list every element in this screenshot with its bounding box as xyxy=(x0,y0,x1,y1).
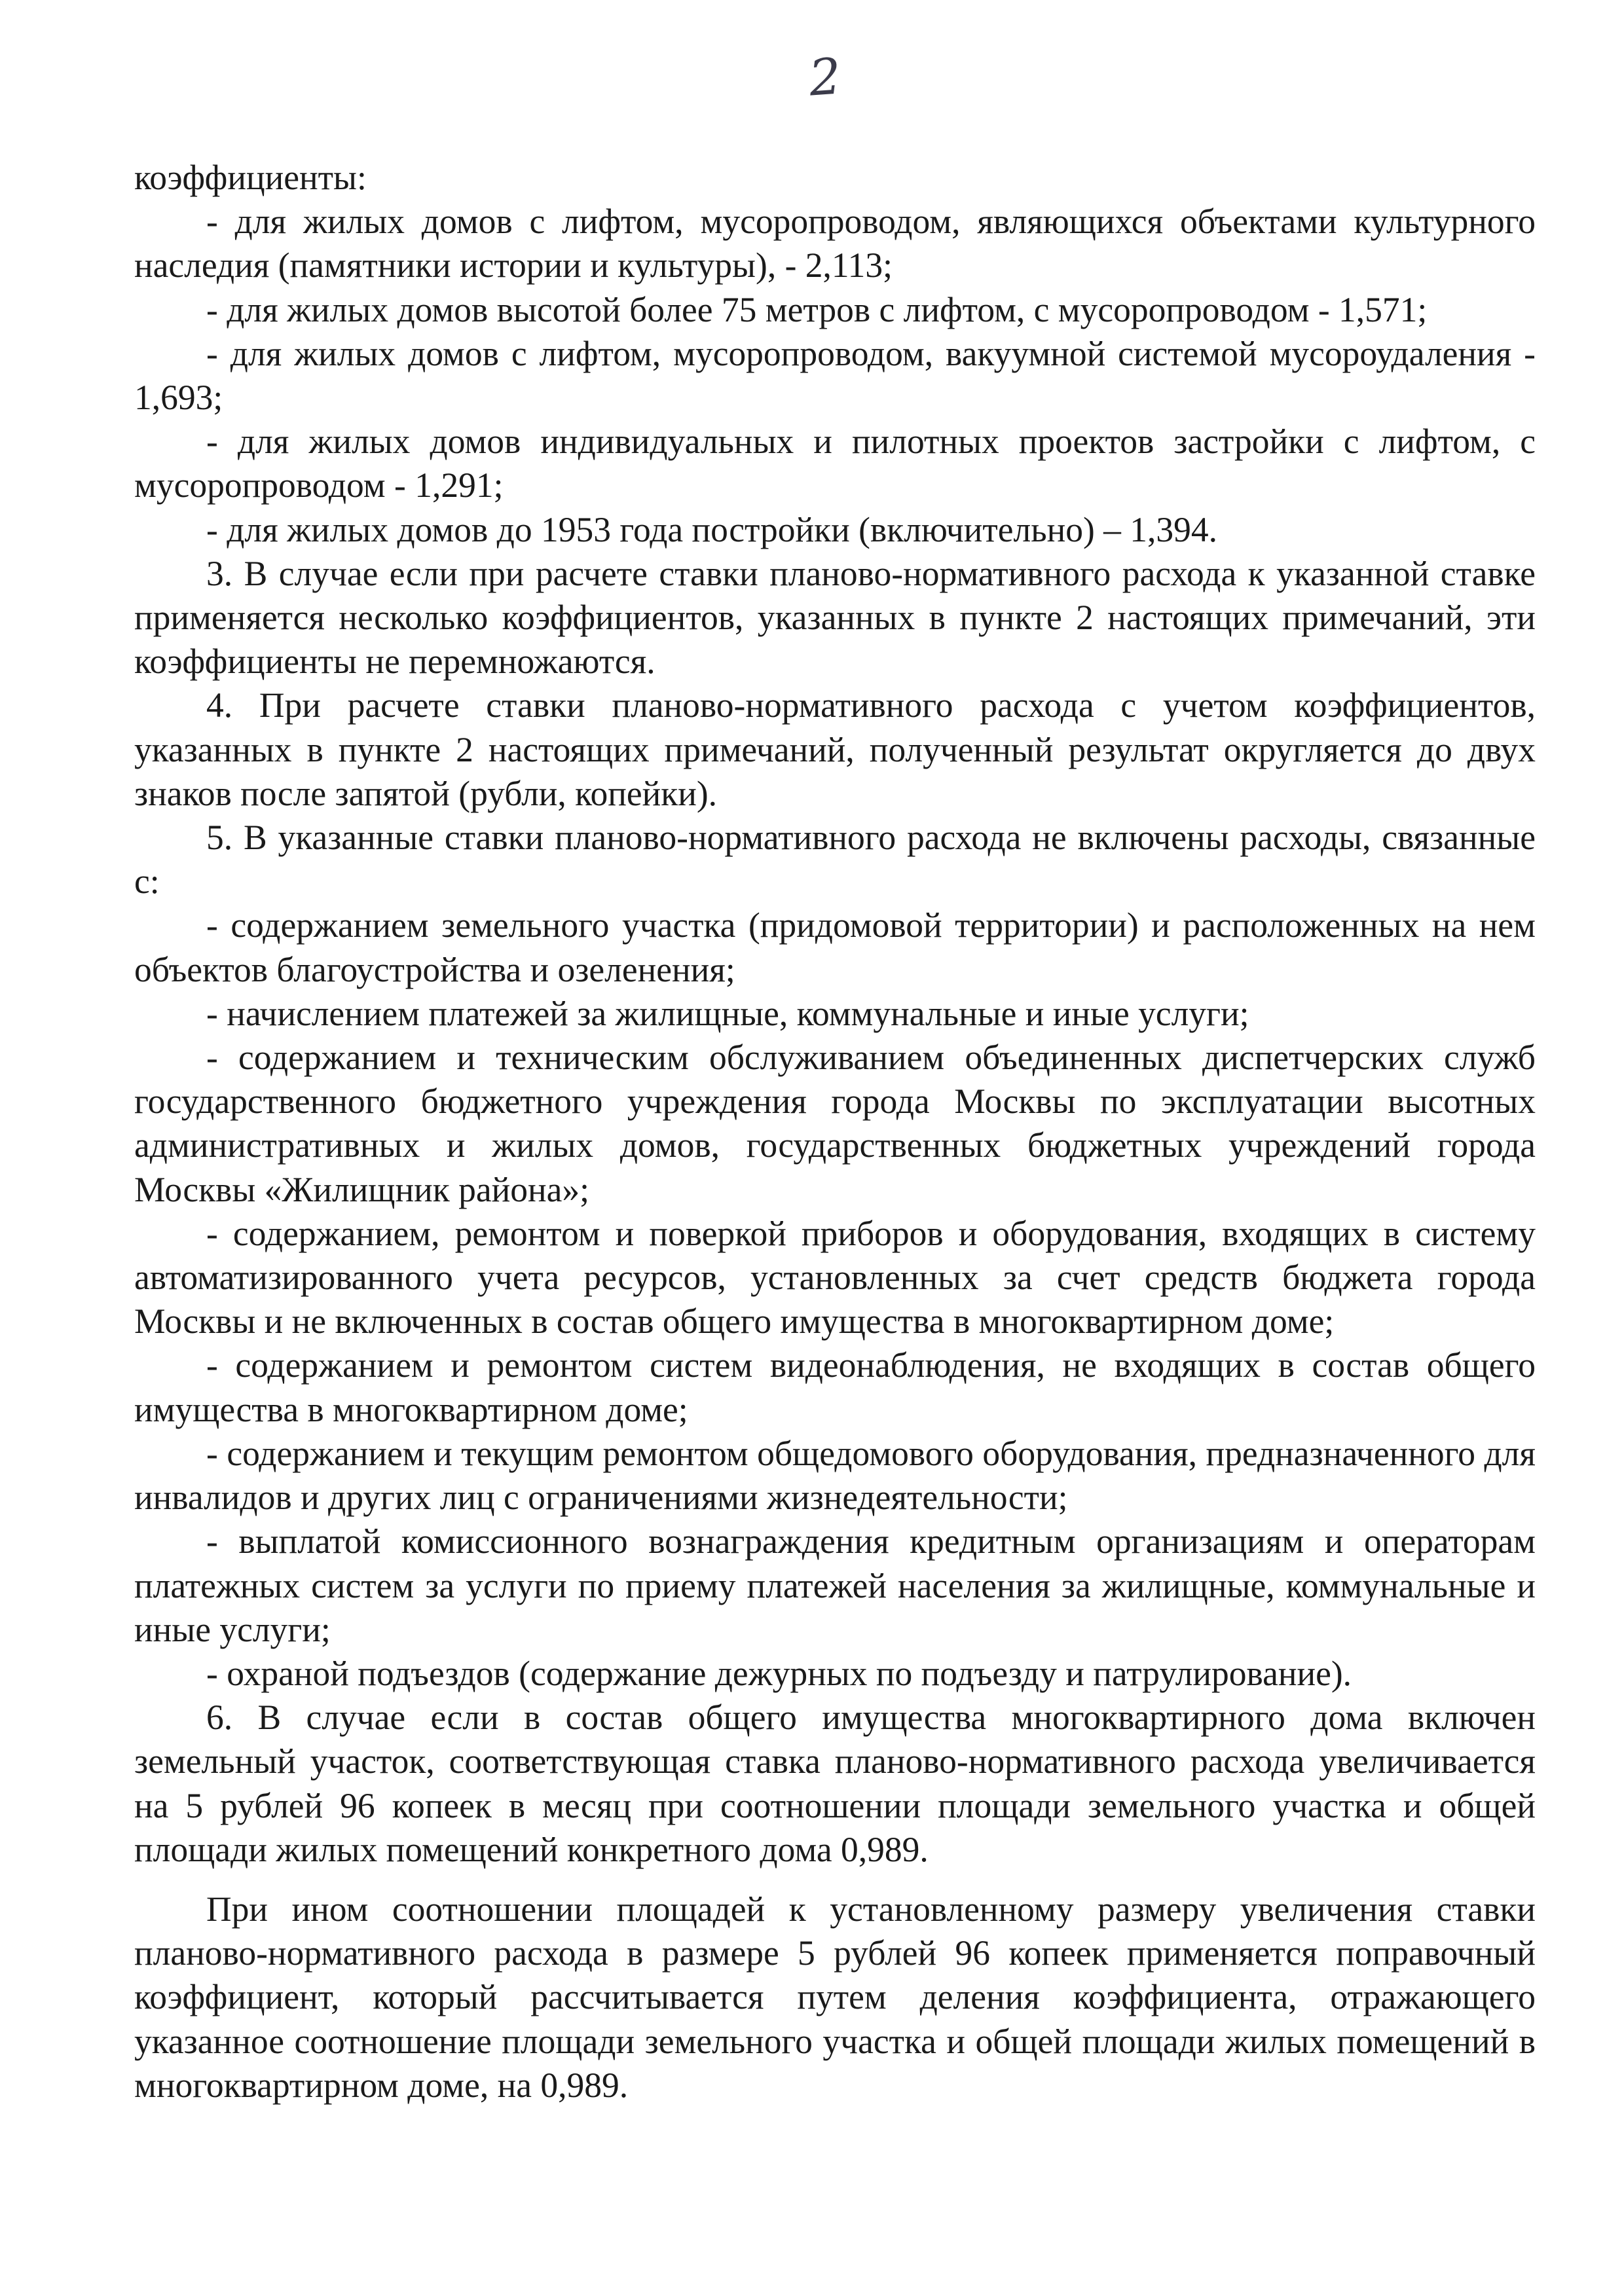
paragraph-item-5: 5. В указанные ставки планово-нормативного расхода не включены расходы, связанные с: xyxy=(134,818,1536,902)
paragraph-exclusion-cctv: - содержанием и ремонтом систем видеонаблюдения, не входящих в состав общего имущества в многоквартирном доме; xyxy=(134,1345,1536,1429)
paragraph-item-4: 4. При расчете ставки планово-нормативного расхода с учетом коэффициентов, указанных в пункте 2 настоящих примечаний, полученный результат округляется до двух знаков после запятой (рубли, копейки). xyxy=(134,685,1536,813)
document-body xyxy=(134,156,1536,2107)
paragraph-exclusion-security: - охраной подъездов (содержание дежурных по подъезду и патрулирование). xyxy=(206,1653,1352,1693)
paragraph-coefficient-1953: - для жилых домов до 1953 года постройки (включительно) – 1,394. xyxy=(206,509,1218,549)
paragraph-item-3: 3. В случае если при расчете ставки планово-нормативного расхода к указанной ставке применяется несколько коэффициентов, указанных в пункте 2 настоящих примечаний, эти коэффициенты не перемножаются. xyxy=(134,553,1536,682)
page-number: 2 xyxy=(807,46,843,107)
paragraph-coefficient-heritage: - для жилых домов с лифтом, мусоропроводом, являющихся объектами культурного наследия (памятники истории и культуры), - 2,113; xyxy=(134,202,1536,285)
paragraph-exclusion-land: - содержанием земельного участка (придомовой территории) и расположенных на нем объектов благоустройства и озеленения; xyxy=(134,905,1536,989)
paragraph-coefficient-highrise: - для жилых домов высотой более 75 метров с лифтом, с мусоропроводом - 1,571; xyxy=(206,289,1428,329)
paragraph-item-6: 6. В случае если в состав общего имущества многоквартирного дома включен земельный участок, соответствующая ставка планово-нормативного расхода увеличивается на 5 рублей 96 копеек в месяц при соотношении площади земельного участка и общей площади жилых помещений конкретного дома 0,989. xyxy=(134,1698,1536,1869)
paragraph-exclusion-billing: - начислением платежей за жилищные, коммунальные и иные услуги; xyxy=(206,993,1249,1033)
paragraph-coefficients-heading: коэффициенты: xyxy=(134,158,367,197)
paragraph-coefficient-individual: - для жилых домов индивидуальных и пилотных проектов застройки с лифтом, с мусоропроводом - 1,291; xyxy=(134,422,1536,505)
paragraph-exclusion-commission: - выплатой комиссионного вознаграждения кредитным организациям и операторам платежных систем за услуги по приему платежей населения за жилищные, коммунальные и иные услуги; xyxy=(134,1522,1536,1649)
paragraph-correction-coefficient: При ином соотношении площадей к установленному размеру увеличения ставки планово-нормативного расхода в размере 5 рублей 96 копеек применяется поправочный коэффициент, который рассчитывается путем деления коэффициента, отражающего указанное соотношение площади земельного участка и общей площади жилых помещений в многоквартирном доме, на 0,989. xyxy=(134,1889,1536,2105)
paragraph-exclusion-metering: - содержанием, ремонтом и поверкой приборов и оборудования, входящих в систему автоматизированного учета ресурсов, установленных за счет средств бюджета города Москвы и не включенных в состав общего имущества в многоквартирном доме; xyxy=(134,1213,1536,1341)
paragraph-exclusion-dispatch: - содержанием и техническим обслуживанием объединенных диспетчерских служб государственного бюджетного учреждения города Москвы по эксплуатации высотных административных и жилых домов, государственных бюджетных учреждений города Москвы «Жилищник района»; xyxy=(134,1038,1536,1209)
paragraph-exclusion-accessibility: - содержанием и текущим ремонтом общедомового оборудования, предназначенного для инвалидов и других лиц с ограничениями жизнедеятельности; xyxy=(134,1433,1536,1518)
paragraph-coefficient-vacuum: - для жилых домов с лифтом, мусоропроводом, вакуумной системой мусороудаления - 1,693; xyxy=(134,333,1536,418)
